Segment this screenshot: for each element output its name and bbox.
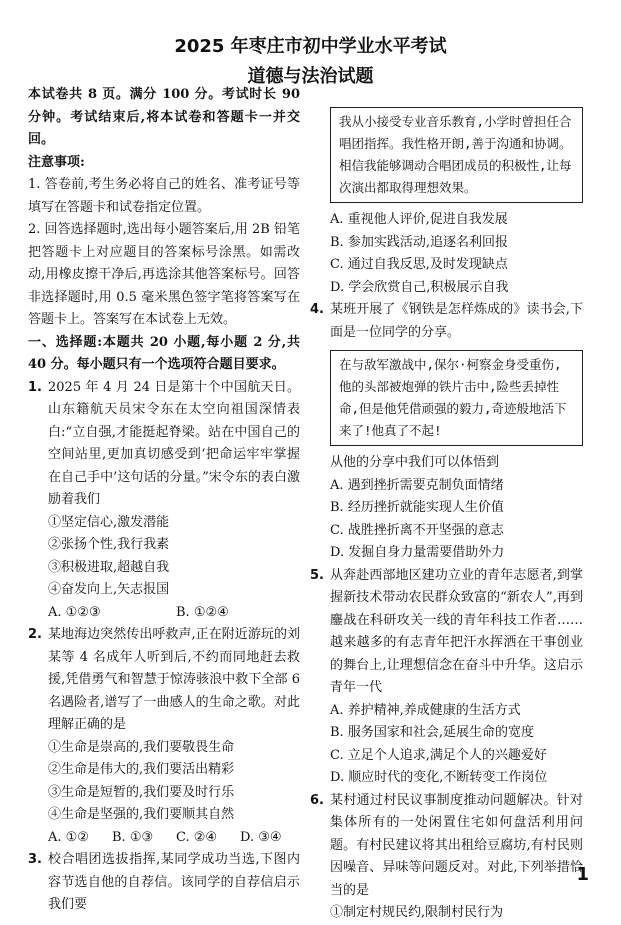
question-4 <box>310 299 583 344</box>
question-3 <box>28 849 300 917</box>
exam-subtitle: 道德与法治试题 <box>247 66 374 87</box>
question-number: 6. <box>310 792 324 808</box>
option-d: D. ③④ <box>240 829 282 845</box>
exam-title: 2025 年枣庄市初中学业水平考试 <box>174 36 447 57</box>
statement-item: ①制定村规民约,限制村民行为 <box>330 905 504 920</box>
option-c: C. 战胜挫折离不开坚强的意志 <box>330 522 504 538</box>
option-b: B. 经历挫折就能实现人生价值 <box>330 500 504 515</box>
option-a: A. 遇到挫折需要克制负面情绪 <box>330 477 504 493</box>
option-a: A. ①② <box>48 829 89 845</box>
question-5 <box>310 565 583 790</box>
left-column <box>28 84 300 917</box>
note-2: 2. 回答选择题时,选出每小题答案后,用 2B 铅笔把答题卡上对应题目的答案标号涂黑。如需改动,用橡皮擦干净后,再选涂其他答案标号。回答非选择题时,用 0.5 毫米黑色签字笔将答案写在答题卡上。答案写在本试卷上无效。 <box>28 222 300 327</box>
question-stem: 2025 年 4 月 24 日是第十个中国航天日。山东籍航天员宋令东在太空向祖国深情表白:“立自强,才能挺起脊梁。站在中国自己的空间站里,更加真切感受到‘把命运牢牢掌握在自己手中’这句话的分量。”宋令东的表白激励着我们 <box>48 379 300 507</box>
question-6 <box>310 790 583 925</box>
option-a: A. 养护精神,养成健康的生活方式 <box>330 702 521 718</box>
exam-intro: 本试卷共 8 页。满分 100 分。考试时长 90 分钟。考试结束后,将本试卷和答题卡一并交回。 <box>28 87 300 147</box>
option-b: B. ①③ <box>112 829 154 845</box>
statement-item: ③积极进取,超越自我 <box>48 559 170 575</box>
statement-item: ④生命是坚强的,我们要顺其自然 <box>48 807 235 822</box>
option-d: D. 顺应时代的变化,不断转变工作岗位 <box>330 770 548 785</box>
option-b: B. 服务国家和社会,延展生命的宽度 <box>330 725 534 740</box>
option-d: D. 学会欣赏自己,积极展示自我 <box>330 279 509 295</box>
statement-item: ③生命是短暂的,我们要及时行乐 <box>48 784 235 800</box>
question-number: 3. <box>28 852 42 867</box>
statement-item: ②张扬个性,我行我素 <box>48 537 170 552</box>
question-stem: 从奔赴西部地区建功立业的青年志愿者,到掌握新技术带动农民群众致富的“新农人”,再到鏖战在科研攻关一线的青年科技工作者……越来越多的有志青年把汗水挥洒在干事创业的舞台上,让理想信念在奋斗中升华。这启示青年一代 <box>330 567 583 695</box>
option-c: C. ②④ <box>176 829 218 845</box>
question-stem: 某班开展了《钢铁是怎样炼成的》读书会,下面是一位同学的分享。 <box>330 302 583 340</box>
question-number: 2. <box>28 627 42 642</box>
question-number: 1. <box>28 379 42 395</box>
question-stem: 某村通过村民议事制度推动问题解决。针对集体所有的一处闲置住宅如何盘活利用问题。有村民建议将其出租给豆腐坊,有村民则因噪音、异味等问题反对。对此,下列举措恰当的是 <box>330 792 583 898</box>
option-d: D. 发掘自身力量需要借助外力 <box>330 545 505 560</box>
statement-item: ①坚定信心,激发潜能 <box>48 514 170 530</box>
question-number: 5. <box>310 567 324 583</box>
option-a: A. 重视他人评价,促进自我发展 <box>330 212 508 227</box>
section-heading: 一、选择题:本题共 20 小题,每小题 2 分,共 40 分。每小题只有一个选项符合题目要求。 <box>28 334 300 372</box>
question-stem: 校合唱团选拔指挥,某同学成功当选,下图内容节选自他的自荐信。该同学的自荐信启示我们要 <box>48 852 300 912</box>
question-number: 4. <box>310 302 324 317</box>
question-prompt: 从他的分享中我们可以体悟到 <box>330 455 500 470</box>
question-stem: 某地海边突然传出呼救声,正在附近游玩的刘某等 4 名成年人听到后,不约而同地赶去救援,凭借勇气和智慧于惊涛骇浪中救下全部 6 名遇险者,谱写了一曲感人的生命之歌。对此理解正确的是 <box>48 627 300 732</box>
option-a: A. ①②③ <box>48 604 101 620</box>
option-c: C. 通过自我反思,及时发现缺点 <box>330 257 508 272</box>
question-2 <box>28 624 300 849</box>
option-c: C. 立足个人追求,满足个人的兴趣爱好 <box>330 747 547 763</box>
question-1 <box>28 377 300 625</box>
page-number: 1 <box>576 864 589 885</box>
statement-item: ①生命是崇高的,我们要敬畏生命 <box>48 739 235 755</box>
statement-item: ②生命是伟大的,我们要活出精彩 <box>48 762 235 777</box>
option-b: B. 参加实践活动,追逐名利回报 <box>330 234 508 250</box>
notes-heading: 注意事项: <box>28 154 85 170</box>
reading-share-box: 在与敌军激战中,保尔·柯察金身受重伤,他的头部被炮弹的铁片击中,险些丢掉性命,但是他凭借顽强的毅力,奇迹般地活下来了!他真了不起! <box>330 350 583 446</box>
statement-item: ④奋发向上,矢志报国 <box>48 582 170 597</box>
note-1: 1. 答卷前,考生务必将自己的姓名、准考证号等填写在答题卡和试卷指定位置。 <box>28 177 300 215</box>
option-b: B. ①②④ <box>176 604 229 620</box>
self-recommendation-box: 我从小接受专业音乐教育,小学时曾担任合唱团指挥。我性格开朗,善于沟通和协调。相信我能够调动合唱团成员的积极性,让每次演出都取得理想效果。 <box>330 107 583 203</box>
right-column <box>310 84 583 925</box>
